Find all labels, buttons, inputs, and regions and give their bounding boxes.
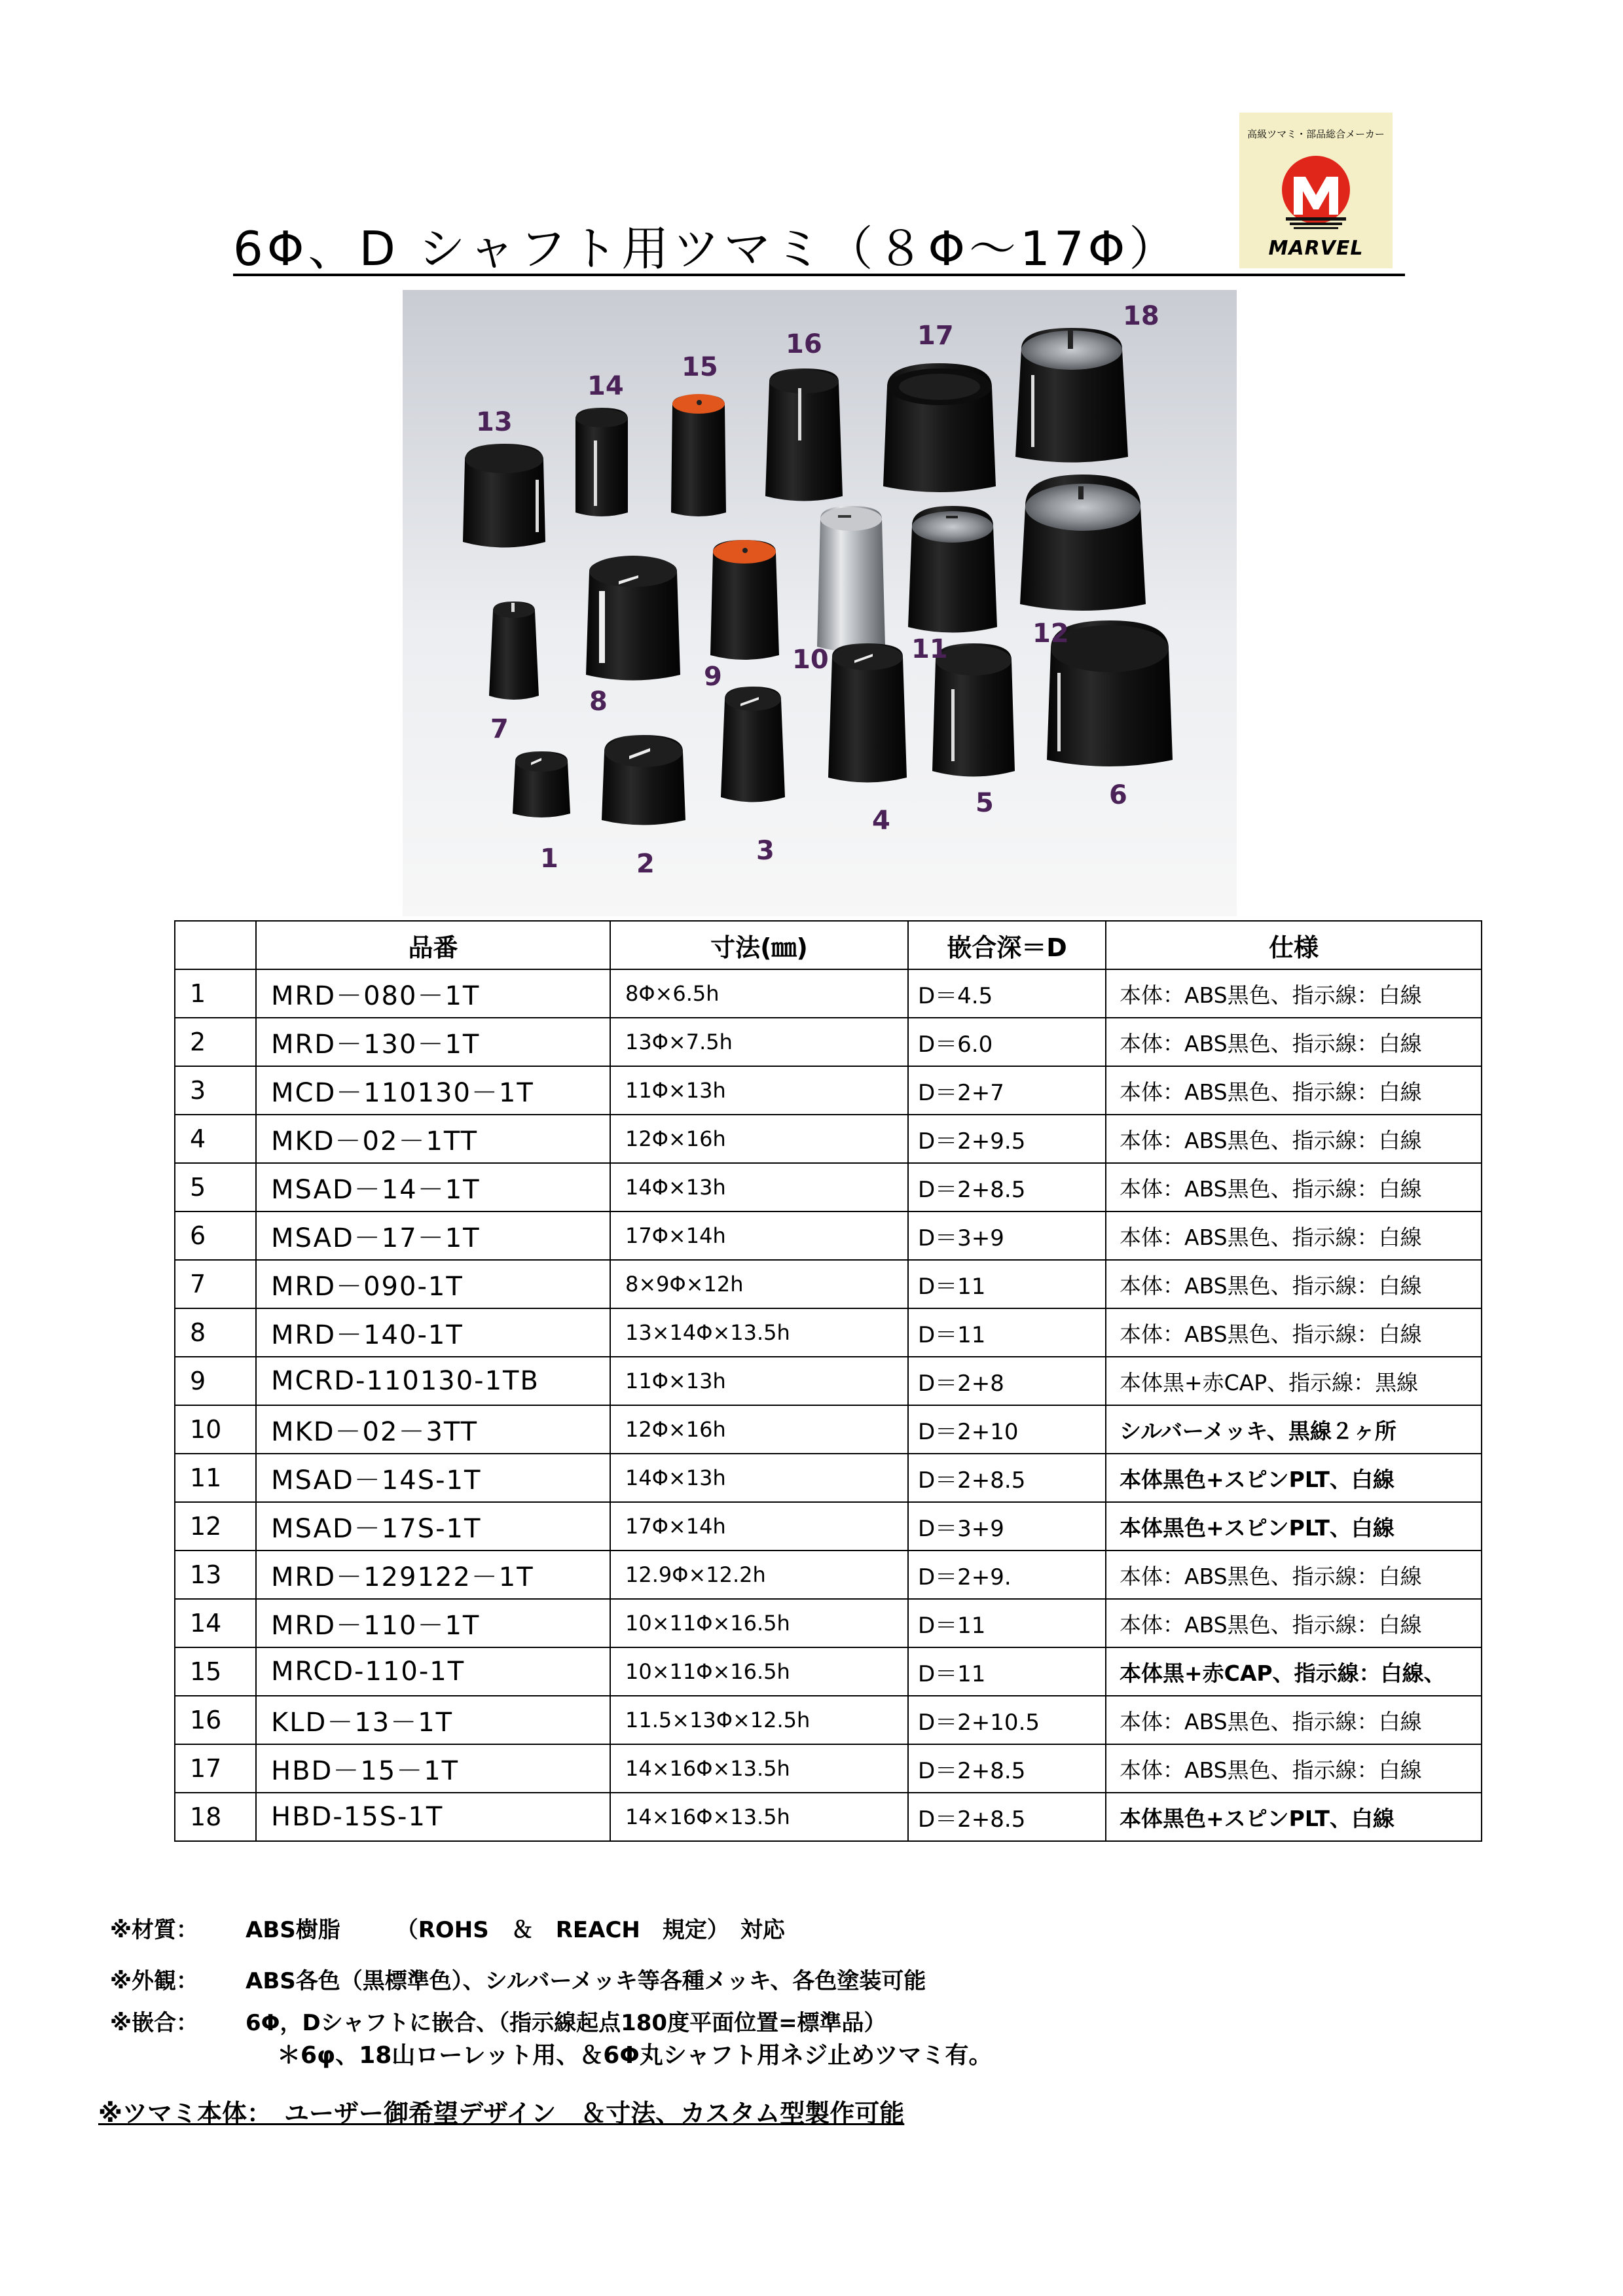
cell-dimensions: 8Φ×6.5h bbox=[610, 969, 908, 1018]
cell-part-number: MRD－110－1T bbox=[256, 1599, 610, 1647]
cell-no: 18 bbox=[175, 1793, 256, 1841]
cell-part-number: MRD－130－1T bbox=[256, 1018, 610, 1066]
knob-13 bbox=[463, 444, 545, 548]
cell-no: 16 bbox=[175, 1696, 256, 1744]
cell-spec: 本体黒色+スピンPLT、白線 bbox=[1106, 1502, 1482, 1551]
cell-dimensions: 12Φ×16h bbox=[610, 1405, 908, 1454]
note-material-text: ABS樹脂 （ROHS ＆ REACH 規定） 対応 bbox=[246, 1917, 785, 1943]
header-spec: 仕様 bbox=[1106, 921, 1482, 969]
photo-label-10: 10 bbox=[792, 645, 829, 675]
cell-dimensions: 14Φ×13h bbox=[610, 1454, 908, 1502]
knob-12 bbox=[1020, 475, 1146, 611]
cell-fit-depth: D＝2+8.5 bbox=[908, 1454, 1106, 1502]
logo-brand: MARVEL bbox=[1268, 237, 1364, 260]
knob-14 bbox=[575, 408, 628, 516]
note-appearance-text: ABS各色（黒標準色）、シルバーメッキ等各種メッキ、各色塗装可能 bbox=[246, 1968, 926, 1994]
photo-label-15: 15 bbox=[682, 352, 718, 382]
cell-fit-depth: D＝11 bbox=[908, 1647, 1106, 1696]
note-material-label: ※材質： bbox=[110, 1917, 199, 1943]
cell-part-number: MRD－080－1T bbox=[256, 969, 610, 1018]
cell-fit-depth: D＝2+9. bbox=[908, 1551, 1106, 1599]
photo-label-7: 7 bbox=[490, 714, 509, 744]
knob-11 bbox=[908, 506, 997, 633]
cell-fit-depth: D＝2+7 bbox=[908, 1066, 1106, 1115]
header-dimensions: 寸法(㎜) bbox=[610, 921, 908, 969]
cell-spec: 本体：ABS黒色、指示線：白線 bbox=[1106, 1551, 1482, 1599]
cell-fit-depth: D＝2+8.5 bbox=[908, 1793, 1106, 1841]
cell-part-number: MSAD－17S-1T bbox=[256, 1502, 610, 1551]
cell-fit-depth: D＝2+9.5 bbox=[908, 1115, 1106, 1163]
header-no bbox=[175, 921, 256, 969]
knobs-illustration bbox=[403, 290, 1237, 916]
cell-spec: シルバーメッキ、黒線２ヶ所 bbox=[1106, 1405, 1482, 1454]
table-row bbox=[175, 1357, 1482, 1405]
cell-dimensions: 17Φ×14h bbox=[610, 1502, 908, 1551]
photo-label-2: 2 bbox=[636, 849, 655, 879]
cell-no: 15 bbox=[175, 1647, 256, 1696]
cell-dimensions: 17Φ×14h bbox=[610, 1211, 908, 1260]
knob-15 bbox=[671, 394, 726, 516]
note-fitting-text: 6Φ，Dシャフトに嵌合、（指示線起点180度平面位置=標準品） bbox=[246, 2010, 886, 2036]
photo-label-5: 5 bbox=[976, 788, 994, 818]
cell-no: 6 bbox=[175, 1211, 256, 1260]
cell-dimensions: 10×11Φ×16.5h bbox=[610, 1647, 908, 1696]
cell-dimensions: 14×16Φ×13.5h bbox=[610, 1793, 908, 1841]
photo-label-18: 18 bbox=[1123, 301, 1159, 331]
note-appearance bbox=[110, 1963, 926, 1995]
photo-label-13: 13 bbox=[476, 407, 513, 437]
header-part-number: 品番 bbox=[256, 921, 610, 969]
cell-spec: 本体：ABS黒色、指示線：白線 bbox=[1106, 1599, 1482, 1647]
table-row bbox=[175, 1696, 1482, 1744]
photo-label-3: 3 bbox=[756, 836, 775, 866]
cell-part-number: MKD－02－3TT bbox=[256, 1405, 610, 1454]
table-row bbox=[175, 1211, 1482, 1260]
photo-label-9: 9 bbox=[704, 662, 722, 692]
table-row bbox=[175, 1163, 1482, 1211]
cell-no: 5 bbox=[175, 1163, 256, 1211]
cell-dimensions: 14Φ×13h bbox=[610, 1163, 908, 1211]
cell-spec: 本体：ABS黒色、指示線：白線 bbox=[1106, 1115, 1482, 1163]
cell-fit-depth: D＝11 bbox=[908, 1599, 1106, 1647]
cell-no: 10 bbox=[175, 1405, 256, 1454]
cell-dimensions: 8×9Φ×12h bbox=[610, 1260, 908, 1308]
photo-label-11: 11 bbox=[911, 634, 948, 664]
table-row bbox=[175, 1066, 1482, 1115]
cell-fit-depth: D＝2+8 bbox=[908, 1357, 1106, 1405]
knob-18 bbox=[1015, 328, 1128, 463]
knob-3 bbox=[721, 687, 785, 802]
cell-part-number: MCRD-110130-1TB bbox=[256, 1357, 610, 1405]
cell-spec: 本体：ABS黒色、指示線：白線 bbox=[1106, 1163, 1482, 1211]
cell-no: 12 bbox=[175, 1502, 256, 1551]
cell-spec: 本体：ABS黒色、指示線：白線 bbox=[1106, 1260, 1482, 1308]
photo-label-1: 1 bbox=[540, 844, 558, 874]
cell-spec: 本体黒色+スピンPLT、白線 bbox=[1106, 1793, 1482, 1841]
cell-spec: 本体：ABS黒色、指示線：白線 bbox=[1106, 1696, 1482, 1744]
photo-label-16: 16 bbox=[786, 329, 822, 359]
cell-no: 1 bbox=[175, 969, 256, 1018]
cell-no: 4 bbox=[175, 1115, 256, 1163]
photo-label-6: 6 bbox=[1109, 780, 1127, 810]
table-header-row bbox=[175, 921, 1482, 969]
cell-fit-depth: D＝6.0 bbox=[908, 1018, 1106, 1066]
cell-dimensions: 14×16Φ×13.5h bbox=[610, 1744, 908, 1793]
cell-no: 9 bbox=[175, 1357, 256, 1405]
cell-dimensions: 12.9Φ×12.2h bbox=[610, 1551, 908, 1599]
cell-part-number: HBD－15－1T bbox=[256, 1744, 610, 1793]
marvel-logo bbox=[1239, 113, 1393, 268]
cell-part-number: HBD-15S-1T bbox=[256, 1793, 610, 1841]
page-title bbox=[233, 208, 1405, 276]
cell-fit-depth: D＝2+10 bbox=[908, 1405, 1106, 1454]
cell-dimensions: 10×11Φ×16.5h bbox=[610, 1599, 908, 1647]
table-row bbox=[175, 1551, 1482, 1599]
cell-part-number: MSAD－14－1T bbox=[256, 1163, 610, 1211]
table-body bbox=[175, 969, 1482, 1841]
cell-fit-depth: D＝11 bbox=[908, 1260, 1106, 1308]
table-row bbox=[175, 969, 1482, 1018]
header-fit-depth: 嵌合深＝D bbox=[908, 921, 1106, 969]
photo-label-4: 4 bbox=[872, 806, 890, 836]
spec-table bbox=[174, 920, 1482, 1842]
cell-part-number: MSAD－14S-1T bbox=[256, 1454, 610, 1502]
cell-dimensions: 11.5×13Φ×12.5h bbox=[610, 1696, 908, 1744]
knob-8 bbox=[586, 556, 680, 681]
photo-label-14: 14 bbox=[587, 371, 624, 401]
note-material bbox=[110, 1912, 785, 1944]
cell-dimensions: 12Φ×16h bbox=[610, 1115, 908, 1163]
cell-spec: 本体：ABS黒色、指示線：白線 bbox=[1106, 1744, 1482, 1793]
photo-label-17: 17 bbox=[917, 321, 954, 351]
cell-no: 17 bbox=[175, 1744, 256, 1793]
marvel-m-icon bbox=[1281, 154, 1351, 232]
note-custom-design: ※ツマミ本体： ユーザー御希望デザイン ＆寸法、カスタム型製作可能 bbox=[98, 2099, 905, 2128]
knob-1 bbox=[513, 751, 570, 817]
cell-part-number: MRD－140-1T bbox=[256, 1308, 610, 1357]
product-photo bbox=[403, 290, 1237, 916]
cell-no: 7 bbox=[175, 1260, 256, 1308]
knob-7 bbox=[489, 601, 539, 700]
cell-dimensions: 11Φ×13h bbox=[610, 1066, 908, 1115]
cell-fit-depth: D＝3+9 bbox=[908, 1211, 1106, 1260]
table-row bbox=[175, 1793, 1482, 1841]
knob-10 bbox=[817, 506, 885, 652]
note-set-screw: ＊6φ、18山ローレット用、＆6Φ丸シャフト用ネジ止めツマミ有。 bbox=[277, 2042, 993, 2069]
cell-no: 3 bbox=[175, 1066, 256, 1115]
cell-no: 8 bbox=[175, 1308, 256, 1357]
logo-tagline: 高級ツマミ・部品総合メーカー bbox=[1247, 128, 1385, 140]
cell-no: 13 bbox=[175, 1551, 256, 1599]
note-appearance-label: ※外観： bbox=[110, 1968, 199, 1994]
cell-spec: 本体：ABS黒色、指示線：白線 bbox=[1106, 1308, 1482, 1357]
cell-no: 2 bbox=[175, 1018, 256, 1066]
cell-spec: 本体黒色+スピンPLT、白線 bbox=[1106, 1454, 1482, 1502]
photo-label-12: 12 bbox=[1032, 619, 1069, 649]
cell-fit-depth: D＝2+8.5 bbox=[908, 1163, 1106, 1211]
cell-dimensions: 11Φ×13h bbox=[610, 1357, 908, 1405]
photo-label-8: 8 bbox=[589, 687, 608, 717]
cell-part-number: MSAD－17－1T bbox=[256, 1211, 610, 1260]
note-fitting bbox=[110, 2005, 886, 2037]
cell-dimensions: 13Φ×7.5h bbox=[610, 1018, 908, 1066]
table-row bbox=[175, 1744, 1482, 1793]
table-row bbox=[175, 1502, 1482, 1551]
table-row bbox=[175, 1405, 1482, 1454]
note-fitting-label: ※嵌合： bbox=[110, 2010, 199, 2036]
cell-dimensions: 13×14Φ×13.5h bbox=[610, 1308, 908, 1357]
cell-spec: 本体黒+赤CAP、指示線：白線、 bbox=[1106, 1647, 1482, 1696]
knob-4 bbox=[828, 643, 907, 783]
knob-16 bbox=[765, 368, 843, 501]
table-row bbox=[175, 1260, 1482, 1308]
cell-spec: 本体：ABS黒色、指示線：白線 bbox=[1106, 969, 1482, 1018]
knob-17 bbox=[883, 363, 996, 492]
cell-spec: 本体：ABS黒色、指示線：白線 bbox=[1106, 1066, 1482, 1115]
page-title-text: 6Φ、D シャフト用ツマミ（８Φ～17Φ） bbox=[233, 221, 1180, 276]
table-row bbox=[175, 1599, 1482, 1647]
cell-fit-depth: D＝2+10.5 bbox=[908, 1696, 1106, 1744]
cell-part-number: MCD－110130－1T bbox=[256, 1066, 610, 1115]
cell-part-number: MRCD-110-1T bbox=[256, 1647, 610, 1696]
cell-spec: 本体：ABS黒色、指示線：白線 bbox=[1106, 1018, 1482, 1066]
table-row bbox=[175, 1018, 1482, 1066]
table-row bbox=[175, 1647, 1482, 1696]
cell-part-number: MRD－129122－1T bbox=[256, 1551, 610, 1599]
cell-no: 11 bbox=[175, 1454, 256, 1502]
cell-spec: 本体黒+赤CAP、指示線：黒線 bbox=[1106, 1357, 1482, 1405]
cell-part-number: MRD－090-1T bbox=[256, 1260, 610, 1308]
cell-spec: 本体：ABS黒色、指示線：白線 bbox=[1106, 1211, 1482, 1260]
cell-no: 14 bbox=[175, 1599, 256, 1647]
cell-fit-depth: D＝2+8.5 bbox=[908, 1744, 1106, 1793]
table-row bbox=[175, 1115, 1482, 1163]
cell-fit-depth: D＝11 bbox=[908, 1308, 1106, 1357]
cell-part-number: MKD－02－1TT bbox=[256, 1115, 610, 1163]
knob-2 bbox=[602, 735, 685, 825]
cell-part-number: KLD－13－1T bbox=[256, 1696, 610, 1744]
knob-9 bbox=[710, 540, 779, 660]
table-row bbox=[175, 1308, 1482, 1357]
cell-fit-depth: D＝4.5 bbox=[908, 969, 1106, 1018]
cell-fit-depth: D＝3+9 bbox=[908, 1502, 1106, 1551]
table-row bbox=[175, 1454, 1482, 1502]
